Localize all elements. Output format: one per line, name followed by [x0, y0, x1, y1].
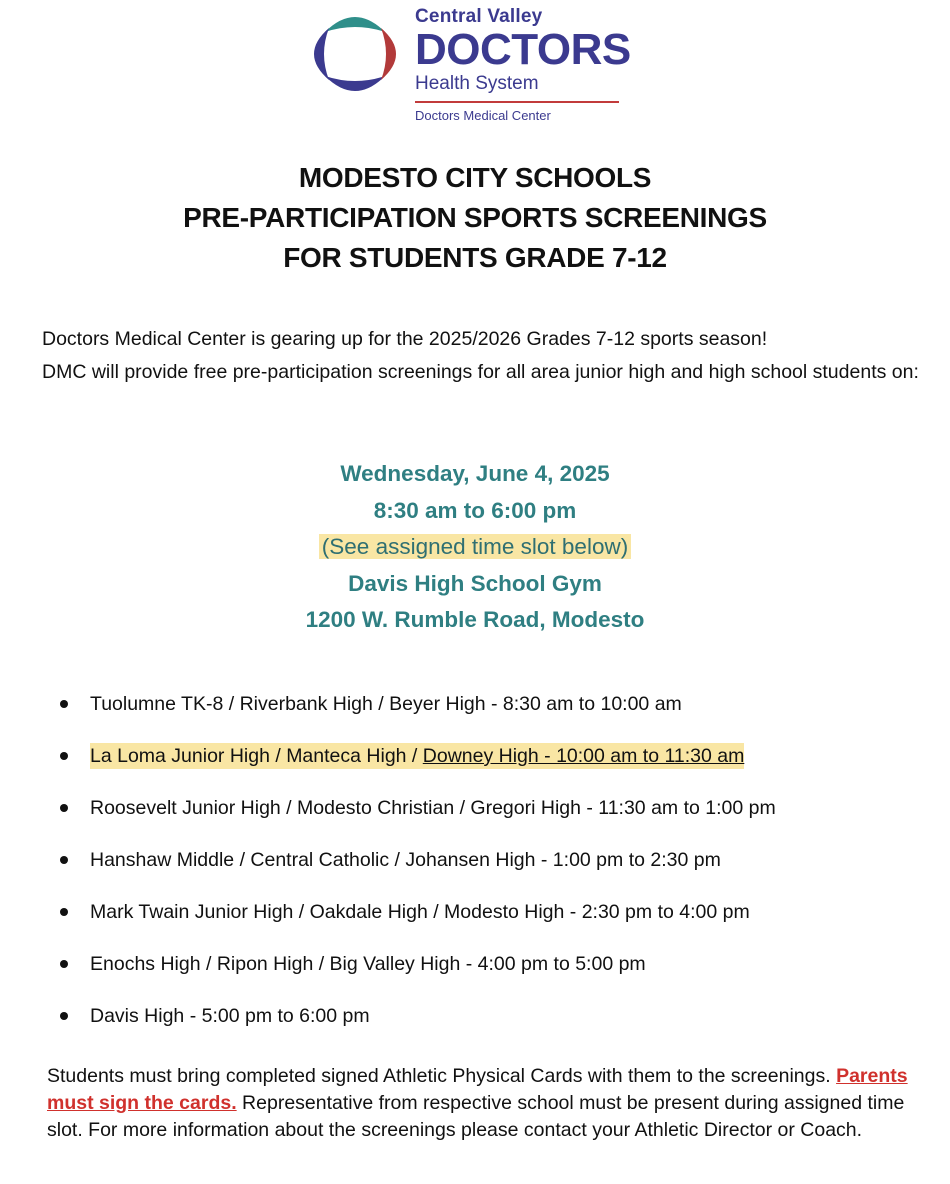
- schedule-item-text: Hanshaw Middle / Central Catholic / Johansen High - 1:00 pm to 2:30 pm: [90, 849, 721, 871]
- event-hours: 8:30 am to 6:00 pm: [373, 497, 577, 523]
- logo-divider: [415, 101, 619, 103]
- event-address: 1200 W. Rumble Road, Modesto: [305, 607, 645, 632]
- schedule-item: [60, 838, 776, 890]
- title-line-2: PRE-PARTICIPATION SPORTS SCREENINGS: [183, 202, 767, 233]
- bullet-icon: [60, 752, 68, 760]
- intro-paragraph-1: Doctors Medical Center is gearing up for the 2025/2026 Grades 7-12 sports season!: [42, 328, 768, 350]
- schedule-item-text: Davis High - 5:00 pm to 6:00 pm: [90, 1005, 370, 1027]
- schedule-item-highlighted: [60, 734, 776, 786]
- schedule-item-text: Roosevelt Junior High / Modesto Christian / Gregori High - 11:30 am to 1:00 pm: [90, 797, 776, 819]
- event-venue: Davis High School Gym: [348, 570, 602, 596]
- bullet-icon: [60, 908, 68, 916]
- event-date: Wednesday, June 4, 2025: [340, 461, 610, 486]
- intro: [42, 326, 922, 386]
- event-details: [0, 456, 950, 639]
- parents-warning: Parents must sign the cards.: [47, 1065, 908, 1114]
- logo-line-3: Health System: [415, 73, 539, 94]
- event-note: (See assigned time slot below): [319, 534, 631, 559]
- schedule-item: [60, 682, 776, 734]
- schedule-item: [60, 890, 776, 942]
- page-title: [0, 158, 950, 278]
- intro-paragraph-2: DMC will provide free pre-participation screenings for all area junior high and high school students on:: [42, 361, 919, 383]
- schedule-list: [60, 682, 776, 1046]
- bullet-icon: [60, 1012, 68, 1020]
- schedule-item: [60, 942, 776, 994]
- logo-line-2: DOCTORS: [415, 25, 631, 74]
- logo-mark-icon: [305, 4, 405, 104]
- bullet-icon: [60, 856, 68, 864]
- logo: [305, 2, 635, 127]
- schedule-item-text-underlined: Downey High - 10:00 am to 11:30 am: [422, 745, 745, 767]
- logo-line-1: Central Valley: [415, 6, 543, 27]
- footer-text-2: Representative from respective school must be present during assigned time slot. For more information about the screenings please contact your Athletic Director or Coach.: [47, 1092, 905, 1141]
- footer-text-1: Students must bring completed signed Athletic Physical Cards with them to the screenings.: [47, 1065, 837, 1087]
- title-line-1: MODESTO CITY SCHOOLS: [298, 162, 652, 193]
- schedule-item: [60, 786, 776, 838]
- schedule-item-text: Mark Twain Junior High / Oakdale High / Modesto High - 2:30 pm to 4:00 pm: [90, 901, 750, 923]
- schedule-item-text: Tuolumne TK-8 / Riverbank High / Beyer High - 8:30 am to 10:00 am: [90, 693, 682, 715]
- title-line-3: FOR STUDENTS GRADE 7-12: [283, 242, 667, 273]
- footer-note: [47, 1063, 927, 1144]
- schedule-item-text: Enochs High / Ripon High / Big Valley High - 4:00 pm to 5:00 pm: [90, 953, 646, 975]
- schedule-item-text: La Loma Junior High / Manteca High /: [90, 745, 423, 767]
- logo-line-4: Doctors Medical Center: [415, 108, 551, 123]
- bullet-icon: [60, 960, 68, 968]
- bullet-icon: [60, 700, 68, 708]
- bullet-icon: [60, 804, 68, 812]
- schedule-item: [60, 994, 776, 1046]
